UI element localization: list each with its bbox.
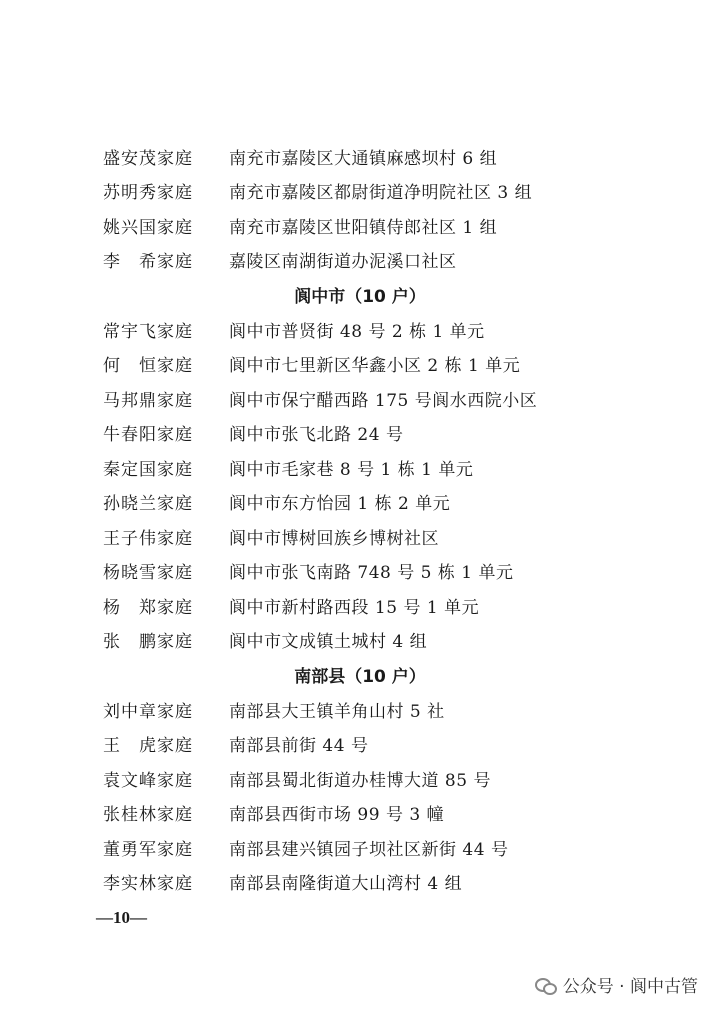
family-name: 杨 郑家庭 (103, 598, 193, 618)
family-address: 阆中市博树回族乡博树社区 (229, 529, 439, 549)
family-address: 阆中市文成镇土城村 4 组 (229, 632, 428, 652)
family-address: 南充市嘉陵区大通镇麻感坝村 6 组 (229, 149, 498, 169)
family-name: 姚兴国家庭 (103, 218, 193, 238)
family-name: 董勇军家庭 (103, 840, 193, 860)
family-address: 嘉陵区南湖街道办泥溪口社区 (229, 252, 457, 272)
family-address: 南充市嘉陵区都尉街道净明院社区 3 组 (229, 183, 533, 203)
family-name: 秦定国家庭 (103, 460, 193, 480)
family-address: 阆中市张飞南路 748 号 5 栋 1 单元 (229, 563, 514, 583)
family-address: 南部县前街 44 号 (229, 736, 369, 756)
watermark (535, 972, 698, 997)
family-name: 盛安茂家庭 (103, 149, 193, 169)
section-heading: 阆中市（10 户） (294, 287, 426, 307)
family-address: 南部县蜀北街道办桂博大道 85 号 (229, 771, 491, 791)
family-address: 阆中市保宁醋西路 175 号阆水西院小区 (229, 391, 538, 411)
family-address: 阆中市新村路西段 15 号 1 单元 (229, 598, 480, 618)
family-address: 阆中市东方怡园 1 栋 2 单元 (229, 494, 451, 514)
family-address: 南部县建兴镇园子坝社区新街 44 号 (229, 840, 509, 860)
family-address: 阆中市普贤街 48 号 2 栋 1 单元 (229, 322, 485, 342)
family-name: 张桂林家庭 (103, 805, 193, 825)
watermark-text: 公众号 · 阆中古管 (562, 977, 698, 997)
page-number: —10— (96, 908, 147, 927)
family-name: 何 恒家庭 (103, 356, 193, 376)
family-name: 孙晓兰家庭 (103, 494, 193, 514)
family-name: 王子伟家庭 (103, 529, 193, 549)
family-address: 南部县大王镇羊角山村 5 社 (229, 702, 445, 722)
family-name: 常宇飞家庭 (103, 322, 193, 342)
family-address: 阆中市七里新区华鑫小区 2 栋 1 单元 (229, 356, 521, 376)
family-name: 袁文峰家庭 (103, 771, 193, 791)
family-address: 南部县西街市场 99 号 3 幢 (229, 805, 445, 825)
family-name: 杨晓雪家庭 (103, 563, 193, 583)
family-address: 阆中市张飞北路 24 号 (229, 425, 404, 445)
wechat-icon (535, 976, 557, 994)
section-heading: 南部县（10 户） (294, 667, 426, 687)
family-address: 阆中市毛家巷 8 号 1 栋 1 单元 (229, 460, 474, 480)
family-name: 王 虎家庭 (103, 736, 193, 756)
family-name: 马邦鼎家庭 (103, 391, 193, 411)
family-name: 刘中章家庭 (103, 702, 193, 722)
family-name: 张 鹏家庭 (103, 632, 193, 652)
family-name: 苏明秀家庭 (103, 183, 193, 203)
family-address: 南充市嘉陵区世阳镇侍郎社区 1 组 (229, 218, 498, 238)
family-name: 牛春阳家庭 (103, 425, 193, 445)
family-name: 李 希家庭 (103, 252, 193, 272)
family-address: 南部县南隆街道大山湾村 4 组 (229, 874, 463, 894)
family-name: 李实林家庭 (103, 874, 193, 894)
